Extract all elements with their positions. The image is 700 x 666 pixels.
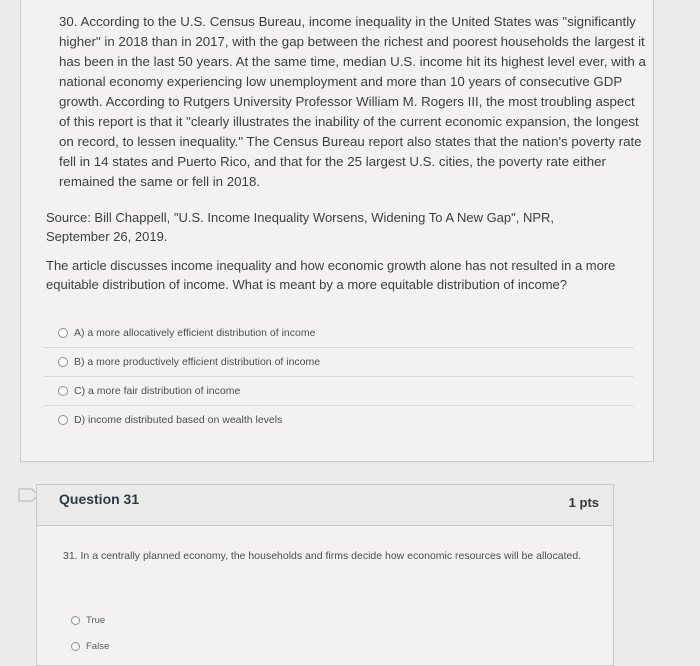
answer-label-true: True xyxy=(86,614,106,626)
radio-button-false[interactable] xyxy=(71,642,80,651)
question-30-answers xyxy=(44,318,634,434)
radio-button-b[interactable] xyxy=(58,357,68,367)
question-31-answers xyxy=(71,607,591,659)
answer-option-false[interactable] xyxy=(71,633,591,659)
answer-option-a[interactable] xyxy=(44,318,634,347)
answer-label-a: A) a more allocatively efficient distribution of income xyxy=(74,326,316,339)
question-31-text: 31. In a centrally planned economy, the households and firms decide how economic resources will be allocated. xyxy=(63,550,582,562)
question-30-prompt: The article discusses income inequality and how economic growth alone has not resulted in a more equitable distribution of income. What is meant by a more equitable distribution of income? xyxy=(46,258,616,292)
question-30-text: 30. According to the U.S. Census Bureau, income inequality in the United States was "significantly higher" in 2018 than in 2017, with the gap between the richest and poorest households the largest it has been in the last 50 years. At the same time, median U.S. income hit its highest level ever, with a national economy experiencing low unemployment and more than 10 years of consecutive GDP growth. According to Rutgers University Professor William M. Rogers III, the most troubling aspect of this report is that it "clearly illustrates the inability of the current economic expansion, the longest on record, to lessen inequality." The Census Bureau report also states that the nation's poverty rate fell in 14 states and Puerto Rico, and that for the 25 largest U.S. cities, the poverty rate either remained the same or fell in 2018. xyxy=(59,14,646,189)
radio-button-true[interactable] xyxy=(71,616,80,625)
question-31-panel xyxy=(36,484,614,666)
radio-button-d[interactable] xyxy=(58,415,68,425)
answer-label-d: D) income distributed based on wealth levels xyxy=(74,414,283,426)
answer-option-b[interactable] xyxy=(44,347,634,376)
answer-label-b: B) a more productively efficient distribution of income xyxy=(74,356,321,368)
answer-option-d[interactable] xyxy=(44,405,634,434)
question-30-source: Source: Bill Chappell, "U.S. Income Inequality Worsens, Widening To A New Gap", NPR, September 26, 2019. xyxy=(46,210,555,244)
answer-option-c[interactable] xyxy=(44,376,634,405)
question-31-points: 1 pts xyxy=(568,495,599,510)
question-31-title: Question 31 xyxy=(59,491,140,507)
radio-button-a[interactable] xyxy=(58,328,68,338)
answer-option-true[interactable] xyxy=(71,607,591,633)
answer-label-c: C) a more fair distribution of income xyxy=(74,385,241,397)
question-31-header xyxy=(37,485,613,526)
answer-label-false: False xyxy=(86,640,110,652)
radio-button-c[interactable] xyxy=(58,386,68,396)
